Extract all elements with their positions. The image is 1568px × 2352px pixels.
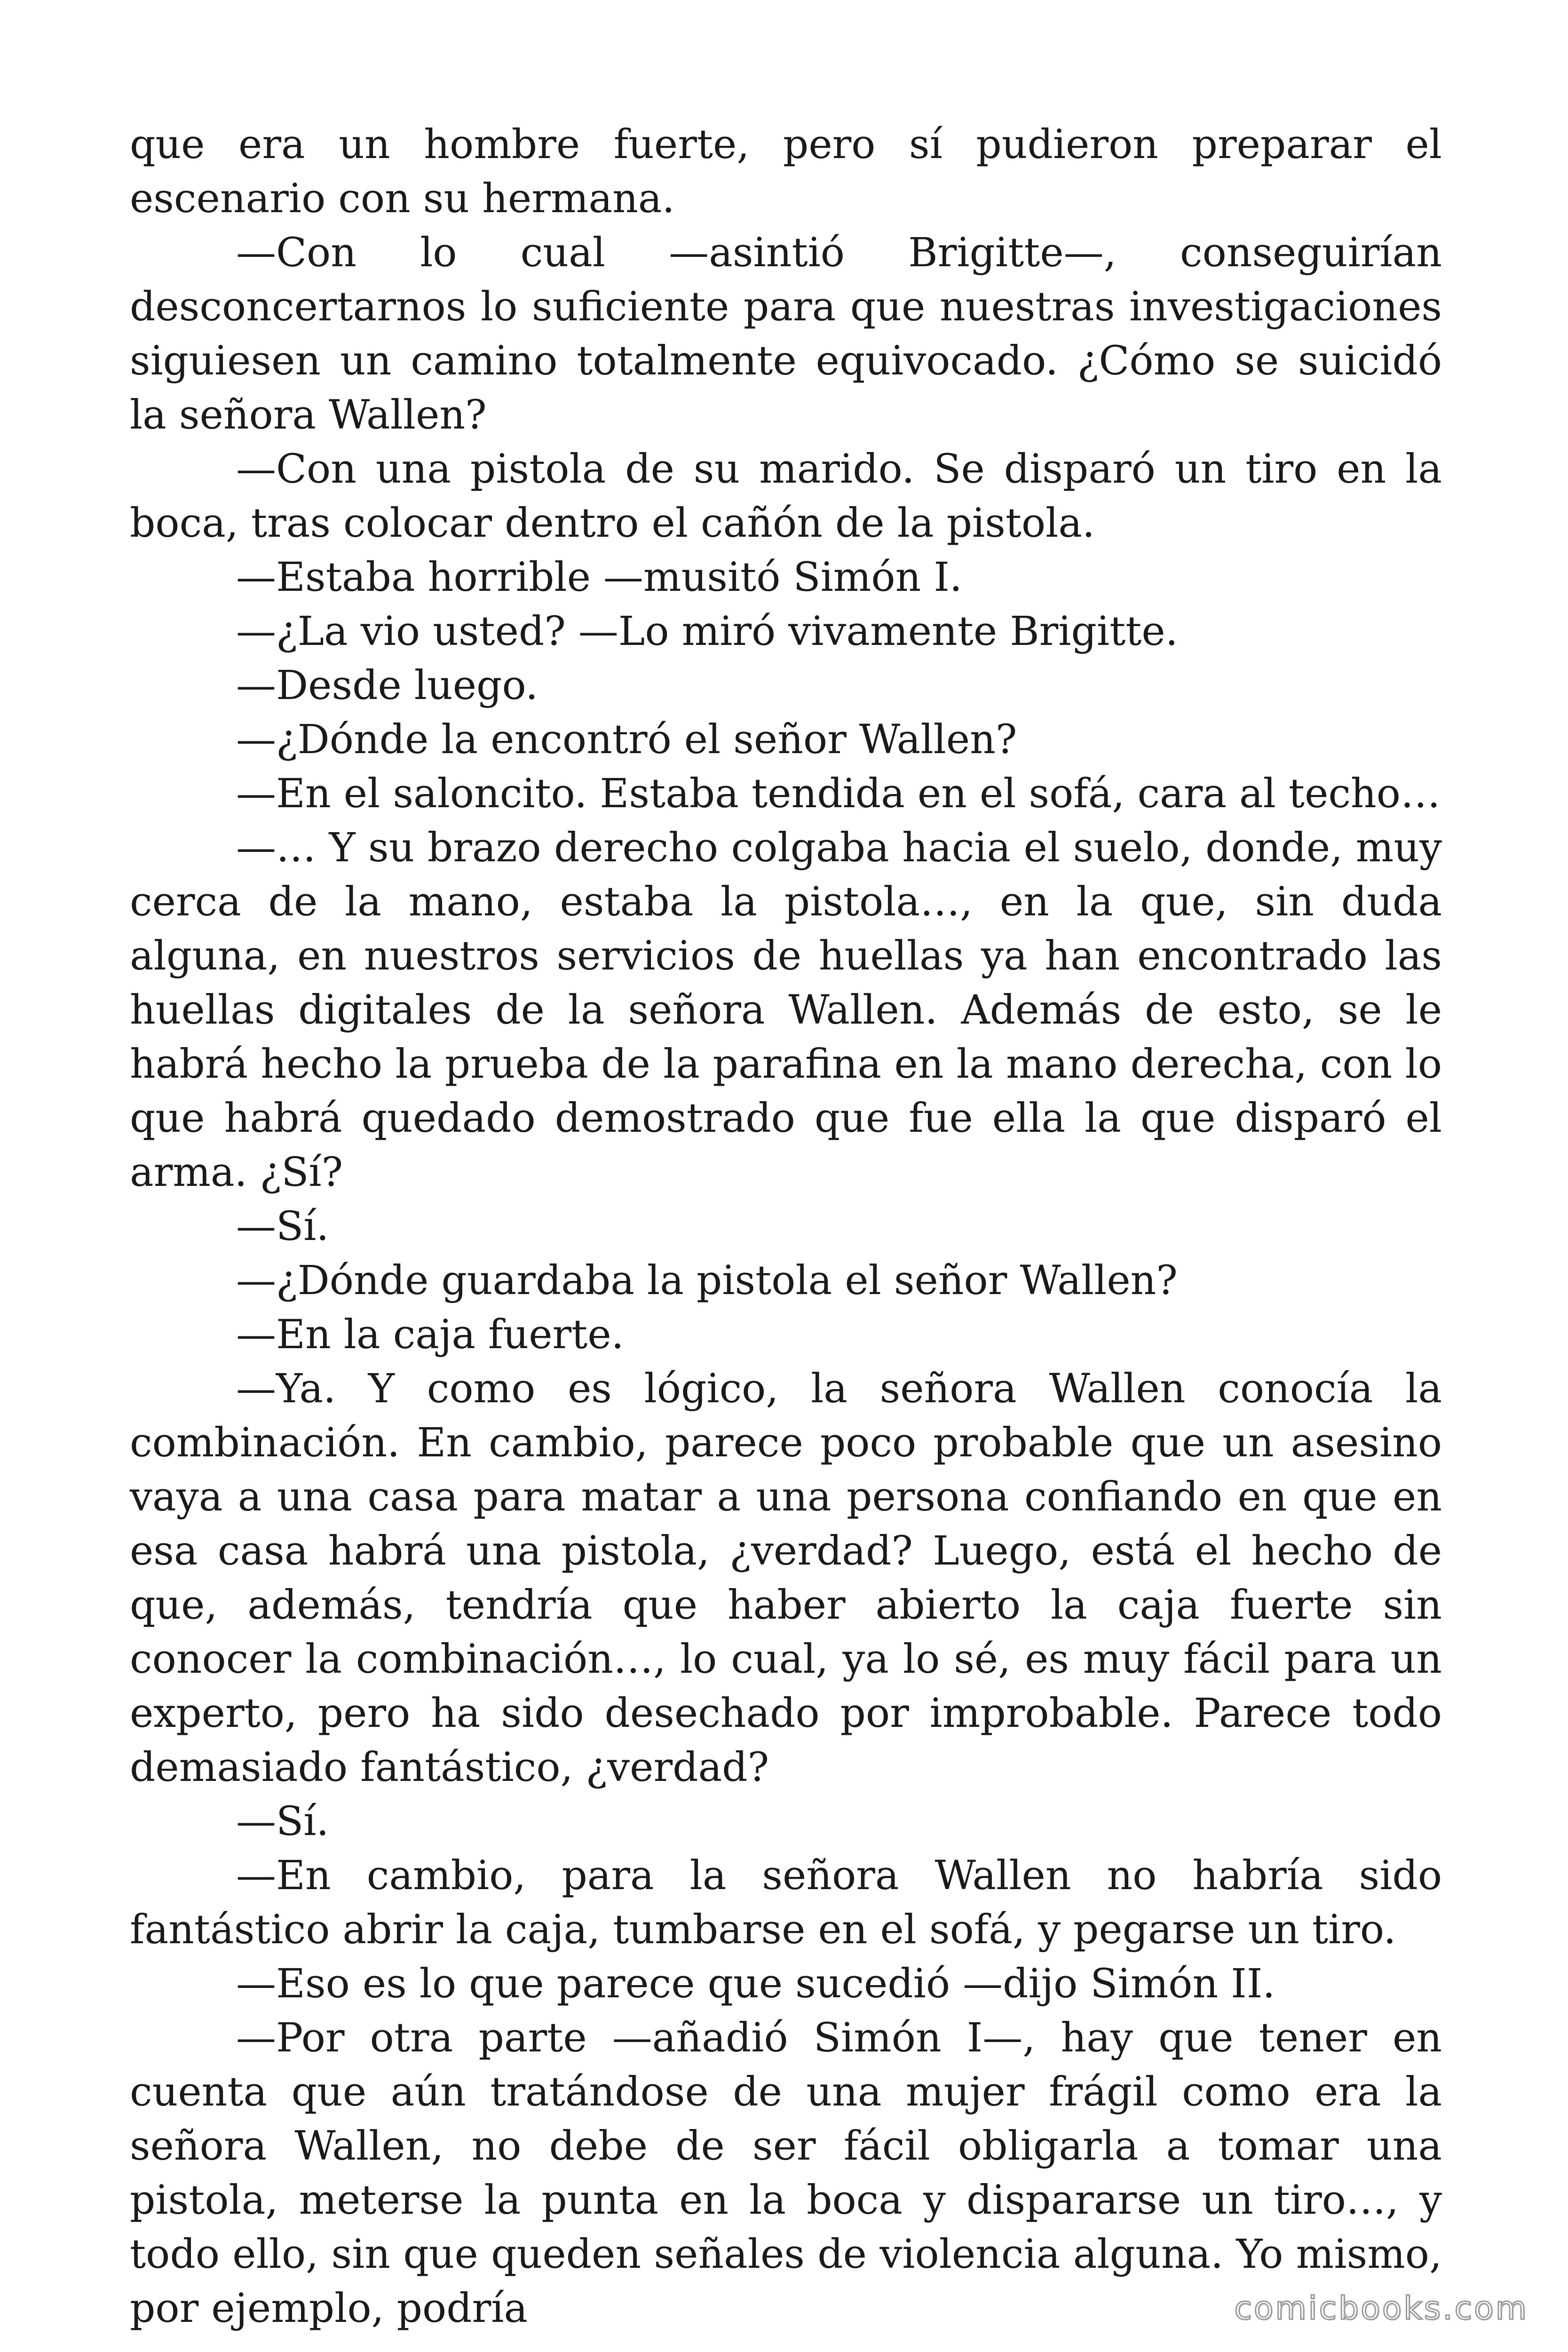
paragraph: —Ya. Y como es lógico, la señora Wallen conocía la combinación. En cambio, parece poco probable que un asesino vaya a una casa para matar a una persona confiando en que en esa casa habrá una pistola, ¿verdad? Luego, está el hecho de que, además, tendría que haber abierto la caja fuerte sin conocer la combinación…, lo cual, ya lo sé, es muy fácil para un experto, pero ha sido desechado por improbable. Parece todo demasiado fantástico, ¿verdad? — [130, 1366, 1442, 1791]
paragraph: —En cambio, para la señora Wallen no habría sido fantástico abrir la caja, tumbarse en el sofá, y pegarse un tiro. — [130, 1852, 1442, 1953]
paragraph: —Con una pistola de su marido. Se disparó un tiro en la boca, tras colocar dentro el cañón de la pistola. — [130, 446, 1442, 547]
paragraph: —Sí. — [236, 1798, 329, 1845]
paragraph: que era un hombre fuerte, pero sí pudieron preparar el escenario con su hermana. — [130, 121, 1442, 222]
paragraph: —Sí. — [236, 1203, 329, 1250]
paragraph: —¿Dónde la encontró el señor Wallen? — [236, 716, 1017, 763]
paragraph: —¿Dónde guardaba la pistola el señor Wallen? — [236, 1257, 1178, 1304]
paragraph: —Por otra parte —añadió Simón I—, hay que tener en cuenta que aún tratándose de una mujer frágil como era la señora Wallen, no debe de ser fácil obligarla a tomar una pistola, meterse la punta en la boca y dispararse un tiro…, y todo ello, sin que queden señales de violencia alguna. Yo mismo, por ejemplo, podría — [130, 2015, 1442, 2332]
watermark-logo: comicbooks.com — [1234, 2290, 1528, 2327]
paragraph: —En la caja fuerte. — [236, 1311, 624, 1358]
paragraph: —Estaba horrible —musitó Simón I. — [236, 554, 962, 601]
paragraph: —Con lo cual —asintió Brigitte—, conseguirían desconcertarnos lo suficiente para que nuestras investigaciones siguiesen un camino totalmente equivocado. ¿Cómo se suicidó la señora Wallen? — [130, 230, 1442, 438]
paragraph: —… Y su brazo derecho colgaba hacia el suelo, donde, muy cerca de la mano, estaba la pistola…, en la que, sin duda alguna, en nuestros servicios de huellas ya han encontrado las huellas digitales de la señora Wallen. Además de esto, se le habrá hecho la prueba de la parafina en la mano derecha, con lo que habrá quedado demostrado que fue ella la que disparó el arma. ¿Sí? — [130, 825, 1442, 1196]
paragraph: —Desde luego. — [236, 662, 539, 709]
paragraph: —Eso es lo que parece que sucedió —dijo Simón II. — [236, 1961, 1275, 2007]
page-body — [130, 118, 1442, 2336]
paragraph: —En el saloncito. Estaba tendida en el sofá, cara al techo… — [236, 771, 1441, 817]
paragraph: —¿La vio usted? —Lo miró vivamente Brigitte. — [236, 608, 1178, 655]
